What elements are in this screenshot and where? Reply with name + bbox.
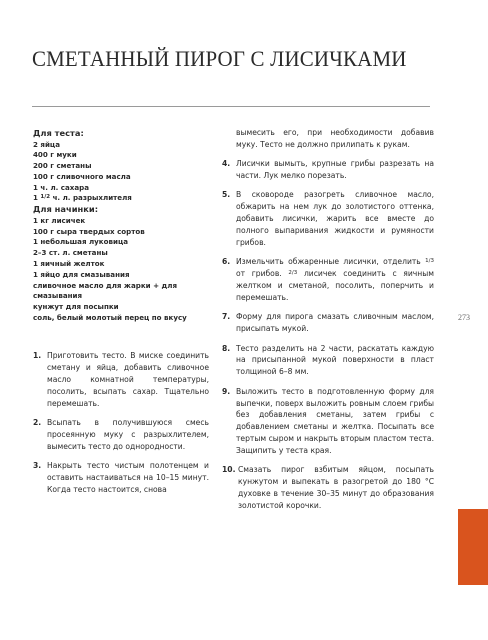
step-8 <box>222 343 434 379</box>
step-1 <box>33 350 209 410</box>
ingredients-block <box>33 128 223 324</box>
step-number: 1. <box>33 351 42 360</box>
step-text: от грибов. <box>236 269 289 279</box>
step-number: 9. <box>222 386 231 396</box>
ingredient-item: 100 г сыра твердых сортов <box>33 226 145 236</box>
fraction-numerator: 2 <box>288 270 292 277</box>
step-9 <box>222 386 434 457</box>
step-number: 3. <box>33 461 42 471</box>
step-3-continued: вымесить его, при необходимости добавив муку. Тесто не должно прилипать к рукам. <box>236 128 434 149</box>
ingredient-item: 1 яйцо для смазывания <box>33 269 130 279</box>
step-text: Смазать пирог взбитым яйцом, посыпать кунжутом и выпекать в разогретой до 180 °C духовке в течение 30–35 минут до образования золотистой корочки. <box>238 465 434 511</box>
step-text: Всыпать в получившуюся смесь просеянную муку с разрыхлителем, вымесить тесто до однородности. <box>47 417 209 451</box>
chapter-tab <box>458 509 488 585</box>
ingredient-item: кунжут для посыпки <box>33 302 119 312</box>
fraction-two-thirds: 2/3 <box>288 270 298 277</box>
ingredient-item: 1 небольшая луковица <box>33 237 128 247</box>
step-7 <box>222 311 434 335</box>
ingredient-item-baking-powder <box>33 193 223 204</box>
step-text: Выложить тесто в подготовленную форму для выпечки, поверх выложить ровным слоем грибы без добавления сметаны, затем грибы с добавлением сметаны и желтка. Посыпать все тертым сыром и накрыть вторым пластом теста. Защипить у теста края. <box>236 386 434 456</box>
amount-fraction: 1/2 <box>40 194 51 201</box>
step-number: 10. <box>222 465 236 475</box>
ingredient-item: смазывания <box>33 291 83 301</box>
page-number: 273 <box>458 313 470 322</box>
step-number: 4. <box>222 159 231 169</box>
step-number: 2. <box>33 417 42 427</box>
step-text: Приготовить тесто. В миске соединить сметану и яйца, добавить сливочное масло комнатной температуры, посолить, всыпать сахар. Тщательно перемешать. <box>47 351 209 408</box>
fraction-denominator: 2 <box>46 194 51 201</box>
step-text: В сковороде разогреть сливочное масло, обжарить на нем лук до золотистого оттенка, добавить лисички, жарить все вместе до полного выпаривания жидкости и румяности грибов. <box>236 190 434 248</box>
step-text: лисичек соединить с яичным желтком и сметаной, посолить, поперчить и перемешать. <box>236 269 434 303</box>
dough-heading: Для теста: <box>33 128 84 138</box>
ingredient-item: 1 кг лисичек <box>33 215 86 225</box>
fraction-one-third: 1/3 <box>425 258 434 265</box>
fraction-numerator: 1 <box>40 194 45 201</box>
step-number: 7. <box>222 312 231 322</box>
fraction-denominator: 3 <box>430 258 434 265</box>
ingredient-item: 400 г муки <box>33 150 77 160</box>
step-text: Форму для пирога смазать сливочным маслом, присыпать мукой. <box>236 312 434 334</box>
ingredient-item: соль, белый молотый перец по вкусу <box>33 312 187 322</box>
ingredient-item: 1 яичный желток <box>33 258 105 268</box>
ingredient-text: ч. л. разрыхлителя <box>50 193 132 203</box>
ingredient-item: 100 г сливочного масла <box>33 171 131 181</box>
step-5 <box>222 189 434 249</box>
page-title: СМЕТАННЫЙ ПИРОГ С ЛИСИЧКАМИ <box>32 46 407 71</box>
amount-whole: 1 <box>33 193 38 203</box>
fraction-numerator: 1 <box>425 258 429 265</box>
filling-heading: Для начинки: <box>33 204 99 215</box>
ingredient-item: 2 яйца <box>33 139 60 149</box>
step-text: Тесто разделить на 2 части, раскатать каждую на присыпанной мукой поверхности в пласт толщиной 6–8 мм. <box>236 343 434 377</box>
step-2 <box>33 417 209 453</box>
step-10 <box>222 464 434 512</box>
step-number: 8. <box>222 343 231 353</box>
step-4 <box>222 158 434 182</box>
steps-column-right <box>222 127 434 520</box>
step-number: 6. <box>222 257 231 267</box>
step-text: Лисички вымыть, крупные грибы разрезать на части. Лук мелко порезать. <box>236 159 434 181</box>
ingredient-item: сливочное масло для жарки + для <box>33 280 178 290</box>
title-divider <box>32 106 430 107</box>
ingredient-item: 1 ч. л. сахара <box>33 182 90 192</box>
steps-column-left <box>33 350 209 503</box>
step-text: Накрыть тесто чистым полотенцем и оставить настаиваться на 10–15 минут. Когда тесто настоится, снова <box>47 461 209 494</box>
ingredient-item: 2–3 ст. л. сметаны <box>33 248 108 258</box>
step-number: 5. <box>222 190 231 200</box>
step-text: Измельчить обжаренные лисички, отделить <box>236 257 426 267</box>
step-6 <box>222 256 434 304</box>
step-3 <box>33 460 209 496</box>
ingredient-item: 200 г сметаны <box>33 161 92 171</box>
fraction-denominator: 3 <box>293 270 298 277</box>
